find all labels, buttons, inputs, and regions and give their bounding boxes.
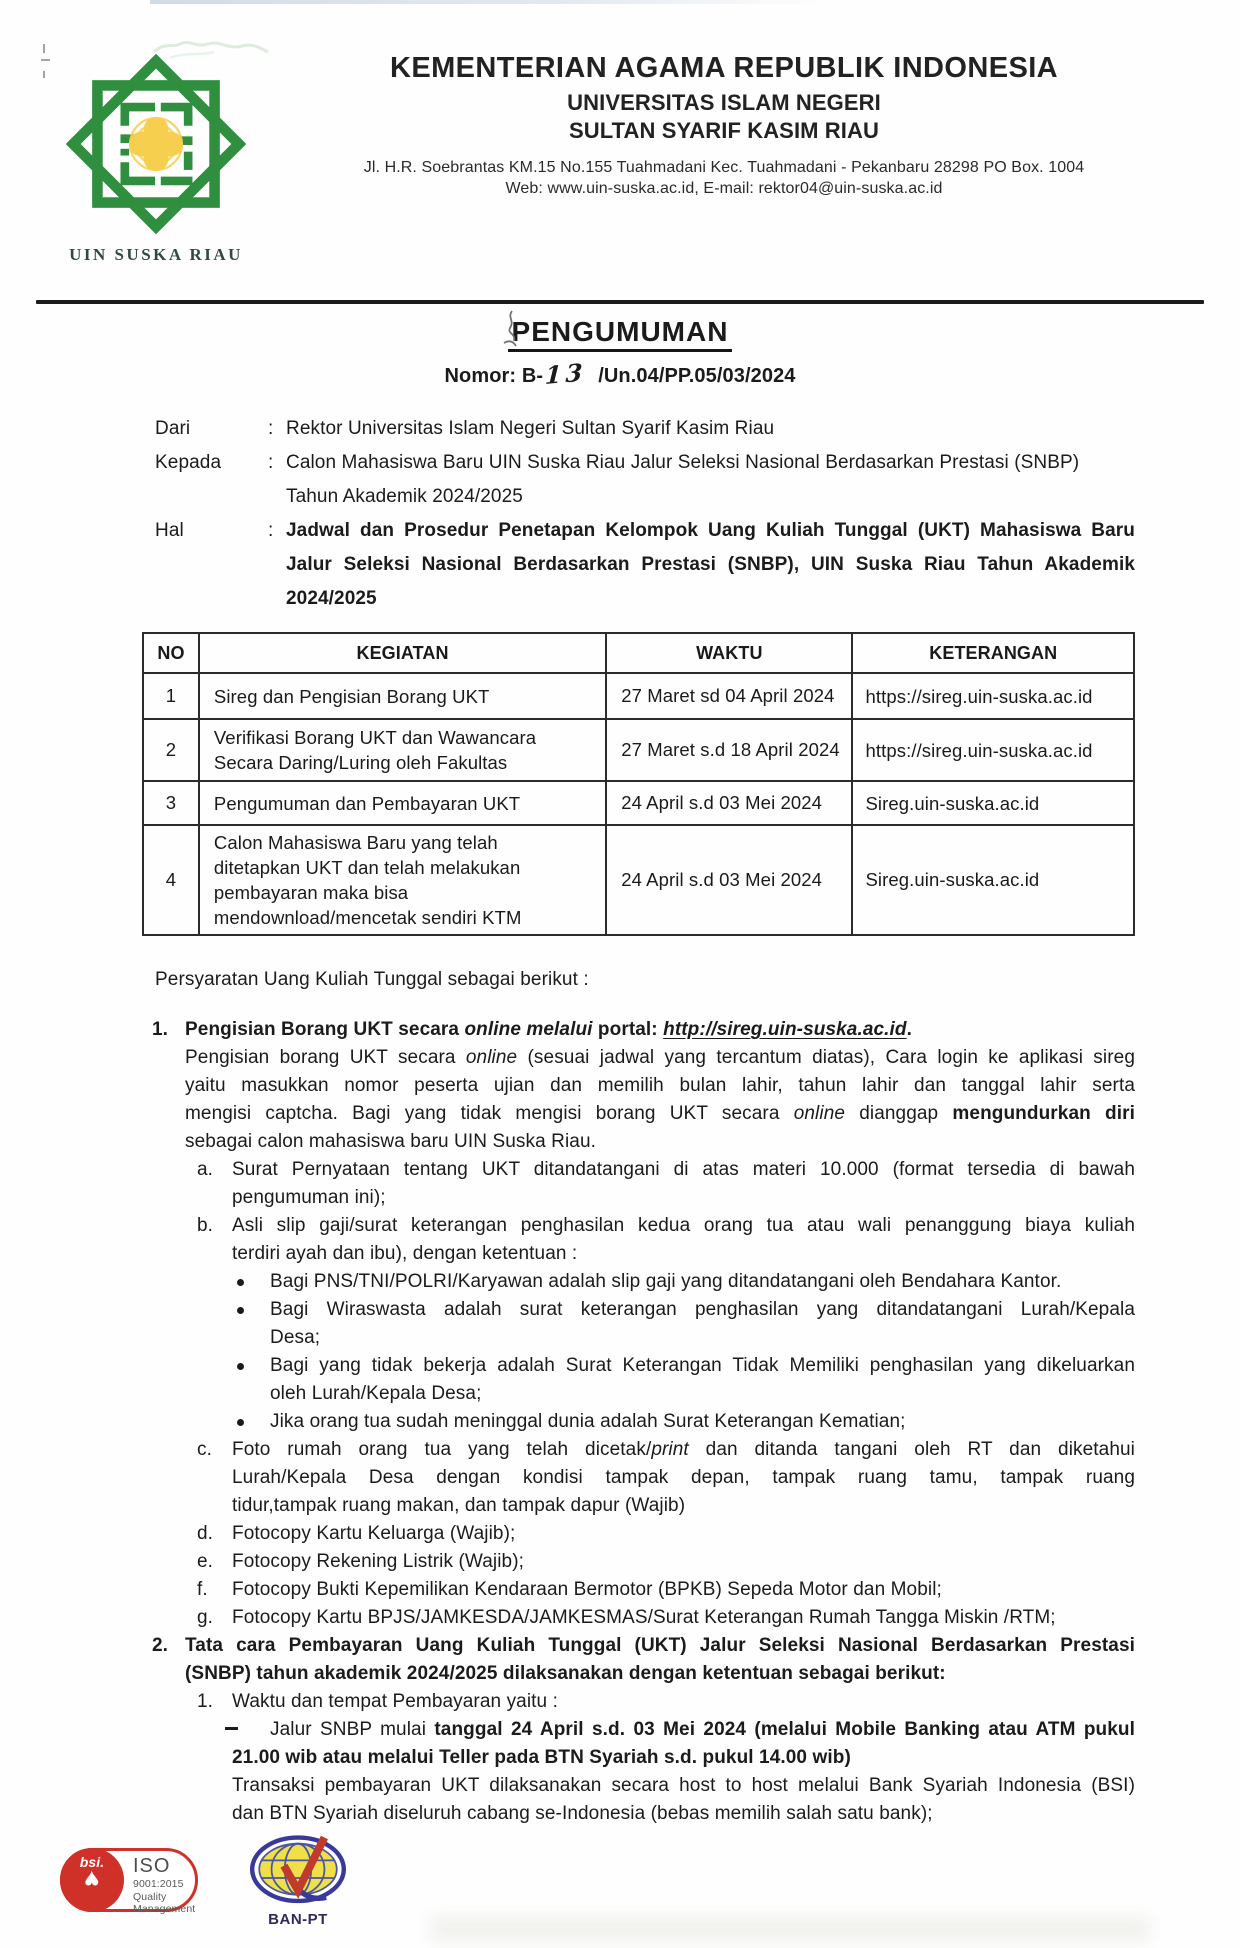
bullet-marker: [237, 1296, 270, 1352]
requirements-intro: Persyaratan Uang Kuliah Tunggal sebagai berikut :: [155, 969, 589, 990]
sub-item-g: [197, 1604, 1135, 1632]
sub-item-d: [197, 1520, 1135, 1548]
title-segment: portal:: [592, 1019, 664, 1040]
bsi-brand: bsi.: [79, 1854, 105, 1870]
sub-item-text: Waktu dan tempat Pembayaran yaitu :: [232, 1691, 558, 1712]
letterhead-divider: [36, 300, 1204, 304]
closing-paragraph-line: dan BTN Syariah diseluruh cabang se-Indonesia (bebas memilih salah satu bank);: [232, 1803, 933, 1824]
cell-line: Secara Daring/Luring oleh Fakultas: [213, 752, 508, 773]
sub-item-letter: c.: [197, 1439, 212, 1460]
text-line: (SNBP) tahun akademik 2024/2025 dilaksanakan dengan ketentuan sebagai berikut:: [185, 1663, 946, 1684]
bsi-badge: [60, 1848, 124, 1912]
iso-standard: 9001:2015: [133, 1878, 184, 1890]
cell-line: pembayaran maka bisa: [213, 882, 409, 903]
text-line: terdiri ayah dan ibu), dengan ketentuan :: [232, 1243, 578, 1264]
text-line: Tata cara Pembayaran Uang Kuliah Tunggal (UKT) Jalur Seleksi Nasional Berdasarkan Prestasi: [185, 1635, 1135, 1656]
cell-line: Calon Mahasiswa Baru yang telah: [213, 832, 498, 853]
bullet-marker: [237, 1408, 270, 1436]
paragraph-line: [185, 1044, 1135, 1072]
sub-item-text: [232, 1156, 1135, 1212]
bullet-item: [237, 1352, 1135, 1408]
col-header-keterangan: KETERANGAN: [852, 633, 1134, 673]
iso-text: [133, 1856, 195, 1915]
letterhead: [0, 0, 1240, 300]
sub-item-b: [197, 1212, 1135, 1268]
bullet-text: Bagi PNS/TNI/POLRI/Karyawan adalah slip gaji yang ditandatangani oleh Bendahara Kantor.: [270, 1271, 1062, 1292]
meta-value-line: Jadwal dan Prosedur Penetapan Kelompok Uang Kuliah Tunggal (UKT) Mahasiswa Baru: [286, 520, 1135, 541]
pen-scribble-icon: [496, 308, 524, 352]
meta-row-hal: [155, 514, 1135, 616]
sub-item-c: [197, 1436, 1135, 1520]
portal-url: http://sireg.uin-suska.ac.id: [663, 1019, 907, 1040]
text-line: Desa;: [270, 1327, 321, 1348]
cell-line: Sireg dan Pengisian Borang UKT: [213, 685, 490, 707]
text-segment: dianggap: [845, 1103, 953, 1124]
banpt-label: BAN-PT: [268, 1911, 328, 1928]
ministry-name: KEMENTERIAN AGAMA REPUBLIK INDONESIA: [390, 52, 1058, 84]
closing-paragraph-line: Transaksi pembayaran UKT dilaksanakan secara host to host melalui Bank Syariah Indonesia (BSI): [232, 1775, 1135, 1796]
cell-kegiatan: [199, 673, 606, 719]
announcement-title: PENGUMUMAN: [508, 316, 733, 352]
text-line: [232, 1436, 1135, 1464]
text-segment: online: [465, 1047, 518, 1068]
title-segment: Pengisian Borang UKT secara: [185, 1019, 465, 1040]
bullet-item: [237, 1268, 1135, 1296]
title-segment: online melalui: [464, 1019, 593, 1040]
col-header-no: NO: [143, 633, 199, 673]
meta-colon: :: [268, 520, 274, 541]
university-logo-star-icon: [60, 48, 252, 240]
text-line: Lurah/Kepala Desa dengan kondisi tampak depan, tampak ruang tamu, tampak ruang: [232, 1467, 1135, 1488]
iso-title: ISO: [133, 1855, 171, 1877]
text-line: oleh Lurah/Kepala Desa;: [270, 1383, 482, 1404]
sub-item-text: [232, 1436, 1135, 1520]
cell-line: Pengumuman dan Pembayaran UKT: [213, 792, 521, 814]
address-line: Jl. H.R. Soebrantas KM.15 No.155 Tuahmadani Kec. Tuahmadani - Pekanbaru 28298 PO Box. 1004: [363, 159, 1085, 176]
letter-number-prefix: Nomor: B-: [444, 365, 544, 387]
meta-row-dari: [155, 412, 1135, 446]
list-number: 2.: [152, 1635, 169, 1656]
meta-label: Hal: [155, 520, 184, 541]
bullet-item: [237, 1296, 1135, 1352]
meta-value-line: Tahun Akademik 2024/2025: [286, 486, 523, 507]
text-line: Surat Pernyataan tentang UKT ditandatangani di atas materi 10.000 (format tersedia di bawah: [232, 1159, 1135, 1180]
meta-colon: :: [268, 418, 274, 439]
item-2-title: [185, 1632, 1135, 1688]
cell-waktu: 27 Maret s.d 18 April 2024: [606, 719, 852, 781]
sub-item-text: [232, 1212, 1135, 1268]
text-segment: dan ditanda tangani oleh RT dan diketahui: [688, 1439, 1136, 1460]
university-logo: [52, 48, 260, 265]
cell-no: 2: [143, 719, 199, 781]
paragraph-line: yaitu masukkan nomor peserta ujian dan memilih bulan lahir, tahun lahir dan tanggal lahir serta: [185, 1075, 1135, 1096]
paragraph-lines: [185, 1044, 1135, 1156]
text-segment: Pengisian borang UKT secara: [185, 1047, 466, 1068]
cell-line: Verifikasi Borang UKT dan Wawancara: [213, 727, 537, 748]
bullet-text: [270, 1296, 1135, 1352]
cell-no: 3: [143, 781, 199, 825]
col-header-waktu: WAKTU: [606, 633, 852, 673]
col-header-kegiatan: KEGIATAN: [199, 633, 606, 673]
iso-certification-logo: [60, 1848, 198, 1915]
letter-meta: [155, 412, 1135, 616]
sub-item-e: [197, 1548, 1135, 1576]
dash-marker: [225, 1716, 270, 1744]
text-line: Bagi yang tidak bekerja adalah Surat Keterangan Tidak Memiliki penghasilan yang dikeluarkan: [270, 1355, 1135, 1376]
list-item-1: [152, 1016, 1135, 1044]
letter-body: [0, 966, 1240, 1828]
university-name-line1: UNIVERSITAS ISLAM NEGERI: [567, 90, 881, 115]
sub-item-letter: f.: [197, 1579, 208, 1600]
bullet-item: [237, 1408, 1135, 1436]
cell-no: 1: [143, 673, 199, 719]
handwritten-number: 13: [544, 357, 588, 391]
text-segment: (sesuai jadwal yang tercantum diatas), Cara login ke aplikasi sireg: [517, 1047, 1135, 1068]
heart-icon: ♥: [84, 1865, 100, 1895]
text-segment: Jalur SNBP mulai: [270, 1719, 435, 1740]
banpt-logo: [243, 1834, 353, 1928]
meta-colon: :: [268, 452, 274, 473]
cell-line: mendownload/mencetak sendiri KTM: [213, 907, 522, 928]
cell-kegiatan: [199, 825, 606, 935]
meta-label: Kepada: [155, 452, 222, 473]
cell-keterangan: https://sireg.uin-suska.ac.id: [852, 673, 1134, 719]
iso-quality-line2: Management: [133, 1903, 196, 1915]
sub-item-letter: a.: [197, 1159, 214, 1180]
text-line: tidur,tampak ruang makan, dan tampak dapur (Wajib): [232, 1495, 686, 1516]
sub-item-text: Fotocopy Kartu Keluarga (Wajib);: [232, 1523, 516, 1544]
sub-item-letter: g.: [197, 1607, 214, 1628]
title-segment: .: [906, 1019, 913, 1040]
letterhead-text: [268, 0, 1180, 198]
payment-time-item: [197, 1688, 1135, 1716]
meta-value-line: Calon Mahasiswa Baru UIN Suska Riau Jalur Seleksi Nasional Berdasarkan Prestasi (SNBP): [286, 452, 1080, 473]
payment-schedule-line: 21.00 wib atau melalui Teller pada BTN Syariah s.d. pukul 14.00 wib): [232, 1747, 851, 1768]
text-segment: tanggal 24 April s.d. 03 Mei 2024 (melalui Mobile Banking atau ATM pukul: [434, 1719, 1135, 1740]
logo-caption: UIN SUSKA RIAU: [69, 245, 243, 264]
contact-line: Web: www.uin-suska.ac.id, E-mail: rektor04@uin-suska.ac.id: [505, 180, 943, 197]
globe-icon: [245, 1834, 351, 1908]
cell-no: 4: [143, 825, 199, 935]
text-line: pengumuman ini);: [232, 1187, 386, 1208]
letter-number-suffix: /Un.04/PP.05/03/2024: [598, 365, 796, 387]
table-row: [143, 719, 1134, 781]
list-number: 1.: [152, 1019, 169, 1040]
meta-value: [286, 514, 1135, 616]
bullet-text: [270, 1352, 1135, 1408]
meta-value-line: 2024/2025: [286, 588, 377, 609]
table-row: [143, 781, 1134, 825]
sub-item-text: Fotocopy Rekening Listrik (Wajib);: [232, 1551, 525, 1572]
letter-number: [0, 357, 1240, 391]
title-block: [0, 316, 1240, 352]
text-segment: mengundurkan diri: [952, 1103, 1135, 1124]
sub-item-f: [197, 1576, 1135, 1604]
cell-waktu: 24 April s.d 03 Mei 2024: [606, 825, 852, 935]
table-header-row: [143, 633, 1134, 673]
item-1-title: [185, 1016, 1135, 1044]
meta-value-line: Jalur Seleksi Nasional Berdasarkan Prestasi (SNBP), UIN Suska Riau Tahun Akademik: [286, 554, 1135, 575]
meta-row-kepada: [155, 446, 1135, 514]
text-segment: online: [793, 1103, 846, 1124]
cell-line: ditetapkan UKT dan telah melakukan: [213, 857, 521, 878]
sub-item-letter: d.: [197, 1523, 214, 1544]
bullet-marker: [237, 1352, 270, 1408]
paragraph-line: sebagai calon mahasiswa baru UIN Suska Riau.: [185, 1131, 596, 1152]
table-row: [143, 825, 1134, 935]
text-line: Bagi Wiraswasta adalah surat keterangan penghasilan yang ditandatangani Lurah/Kepala: [270, 1299, 1135, 1320]
cell-keterangan: Sireg.uin-suska.ac.id: [852, 781, 1134, 825]
paragraph-line: [185, 1100, 1135, 1128]
cell-waktu: 27 Maret sd 04 April 2024: [606, 673, 852, 719]
sub-item-text: Fotocopy Bukti Kepemilikan Kendaraan Bermotor (BPKB) Sepeda Motor dan Mobil;: [232, 1579, 942, 1600]
item-1-paragraph: [152, 1044, 1135, 1156]
text-segment: print: [651, 1439, 689, 1460]
meta-value: [286, 446, 1135, 514]
meta-value: Rektor Universitas Islam Negeri Sultan Syarif Kasim Riau: [286, 418, 775, 439]
list-number-spacer: [152, 1044, 185, 1156]
sub-item-letter: e.: [197, 1551, 214, 1572]
text-line: Asli slip gaji/surat keterangan penghasilan kedua orang tua atau wali penanggung biaya kuliah: [232, 1215, 1135, 1236]
payment-schedule-line: [225, 1716, 1135, 1744]
schedule-table: [142, 632, 1135, 936]
sub-item-a: [197, 1156, 1135, 1212]
cell-waktu: 24 April s.d 03 Mei 2024: [606, 781, 852, 825]
table-row: [143, 673, 1134, 719]
university-name-line2: SULTAN SYARIF KASIM RIAU: [568, 118, 879, 143]
cell-kegiatan: [199, 719, 606, 781]
text-segment: mengisi captcha. Bagi yang tidak mengisi borang UKT secara: [185, 1103, 794, 1124]
sub-item-number: 1.: [197, 1691, 214, 1712]
text-segment: Foto rumah orang tua yang telah dicetak/: [232, 1439, 652, 1460]
cell-keterangan: Sireg.uin-suska.ac.id: [852, 825, 1134, 935]
sub-item-text: Fotocopy Kartu BPJS/JAMKESDA/JAMKESMAS/Surat Keterangan Rumah Tangga Miskin /RTM;: [232, 1607, 1056, 1628]
iso-quality-line1: Quality: [133, 1890, 167, 1903]
bullet-marker: [237, 1268, 270, 1296]
cell-keterangan: https://sireg.uin-suska.ac.id: [852, 719, 1134, 781]
bullet-text: Jika orang tua sudah meninggal dunia adalah Surat Keterangan Kematian;: [270, 1411, 906, 1432]
meta-label: Dari: [155, 418, 191, 439]
sub-item-letter: b.: [197, 1215, 214, 1236]
cell-kegiatan: [199, 781, 606, 825]
scan-smudge: [430, 1916, 1150, 1942]
list-item-2: [152, 1632, 1135, 1688]
